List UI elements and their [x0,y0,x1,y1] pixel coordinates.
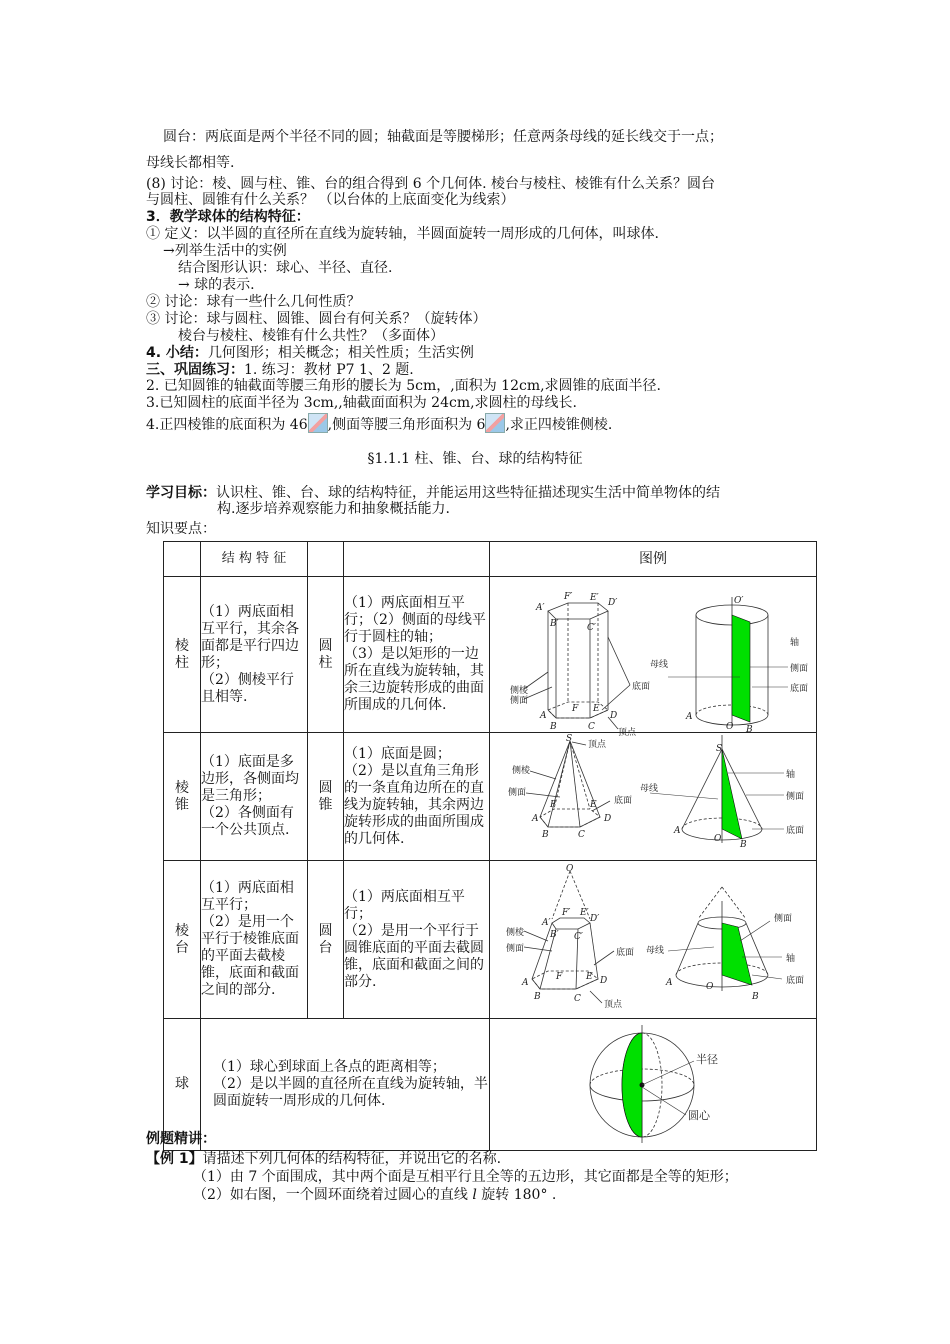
example-tag: 【例 1】 [146,1151,203,1167]
row-name-2: 圆台 [308,861,344,1019]
exercise-4-part-c: ,求正四棱锥侧棱. [505,417,613,433]
label: A [674,826,681,836]
label: A [686,712,693,722]
label: B [550,722,557,732]
label: O [566,864,574,874]
header-structure: 结 构 特 征 [201,542,308,577]
label: D′ [608,598,618,608]
prism-cylinder-figure [490,577,817,738]
label: S [566,734,573,744]
row-desc-2: （1）两底面相互平行； （2）是用一个平行于圆锥底面的平面去截圆锥，底面和截面之间的部分. [344,861,490,1019]
question-3: ③ 讨论：球与圆柱、圆锥、圆台有何关系？（旋转体） [146,311,487,327]
label: C [588,722,595,732]
goal-line2: 构.逐步培养观察能力和抽象概括能力. [217,501,450,517]
frustum-figure [490,861,817,1013]
label: E [586,972,593,982]
arrow-item-3: → 球的表示. [178,277,255,293]
label: D [600,976,608,986]
figure-cell [490,733,817,861]
arrow-item-1: →列举生活中的实例 [163,243,287,259]
row-desc: （1）两底面相互平行，其余各面都是平行四边形； （2）侧棱平行且相等. [201,577,308,733]
label: 底面 [790,684,809,694]
label: 侧面 [790,664,809,674]
row-name: 棱锥 [164,733,201,861]
pyramid-cone-figure [490,733,817,855]
practice-body: 1. 练习：教材 P7 1、2 题. [244,362,414,378]
label: S [716,744,723,754]
label: B [746,725,753,735]
question-2: ② 讨论：球有一些什么几何性质？ [146,294,361,310]
label: 半径 [696,1053,718,1066]
label: 母线 [640,784,659,794]
table-row [164,577,817,733]
row-desc-2: （1）底面是圆； （2）是以直角三角形的一条直角边所在的直线为旋转轴，其余两边旋转形成的曲面所围成的几何体. [344,733,490,861]
arrow-item-2: 结合图形认识：球心、半径、直径. [178,260,393,276]
label: F [550,800,557,810]
example-1-item-2-a: （2）如右图，一个圆环面绕着过圆心的直线 [193,1187,473,1203]
label: E′ [590,593,599,603]
label: O [706,982,714,992]
label: O′ [734,596,744,606]
row-name: 球 [164,1019,201,1151]
label: C′ [574,932,583,942]
label: 轴 [790,638,800,648]
sphere-definition: ① 定义：以半圆的直径所在直线为旋转轴，半圆面旋转一周形成的几何体，叫球体. [146,226,659,242]
label: 侧棱 [510,686,529,696]
exercise-2: 2. 已知圆锥的轴截面等腰三角形的腰长为 5cm，,面积为 12cm,求圆锥的底面半径. [146,378,662,394]
label: 母线 [650,660,669,670]
table-row [164,861,817,1019]
label: D [604,814,612,824]
table-header-row [164,542,817,577]
label: F [572,704,579,714]
discuss8-line2: 与圆柱、圆锥有什么关系？ （以台体的上底面变化为线索） [146,192,515,208]
label: 侧面 [510,696,529,706]
section-title: §1.1.1 柱、锥、台、球的结构特征 [367,451,583,467]
label: F′ [564,592,573,602]
sec4-body: 几何图形；相关概念；相关性质；生活实例 [207,345,474,361]
row-name: 棱台 [164,861,201,1019]
label: 底面 [786,826,805,836]
label: 底面 [632,682,651,692]
knowledge-table [163,541,817,1151]
exercise-4-part-b: ,侧面等腰三角形面积为 6 [327,417,486,433]
label: B [534,992,541,1002]
label: 顶点 [604,1000,623,1010]
row-desc: （1）球心到球面上各点的距离相等； （2）是以半圆的直径所在直线为旋转轴，半圆面旋转一周形成的几何体. [201,1019,490,1151]
label: D [610,711,618,721]
table-row [164,1019,817,1151]
sec4-title: 4. 小结： [146,345,208,361]
label: 圆心 [688,1109,710,1122]
sec3-title: 3．教学球体的结构特征： [146,209,310,225]
examples-title: 例题精讲： [146,1131,216,1147]
example-1-text: 请描述下列几何体的结构特征，并说出它的名称. [202,1151,502,1167]
figure-cell [490,1019,817,1151]
example-1-item-1: （1）由 7 个面围成，其中两个面是互相平行且全等的五边形，其它面都是全等的矩形； [193,1169,738,1185]
goal-label: 学习目标： [146,485,216,501]
row-name-2: 圆锥 [308,733,344,861]
label: 侧面 [786,792,805,802]
label: 母线 [646,946,665,956]
row-desc: （1）两底面相互平行； （2）是用一个平行于棱锥底面的平面去截棱锥，底面和截面之间的部分. [201,861,308,1019]
header-empty [164,542,201,577]
exercise-3: 3.已知圆柱的底面半径为 3cm,,轴截面面积为 24cm,求圆柱的母线长. [146,395,578,411]
knowledge-label: 知识要点： [146,521,216,537]
row-name: 棱柱 [164,577,201,733]
label: 侧棱 [512,766,531,776]
label: C [578,830,585,840]
label: 轴 [786,954,796,964]
broken-image-icon [308,413,328,433]
label: 顶点 [618,728,637,738]
label: E′ [580,908,589,918]
practice-title: 三、巩固练习： [146,362,244,378]
example-1-item-2-b: 旋转 180° . [476,1187,557,1203]
label: D′ [590,914,600,924]
row-desc-2: （1）两底面相互平行；（2）侧面的母线平行于圆柱的轴； （3）是以矩形的一边所在直线为旋转轴，其余三边旋转形成的曲面所围成的几何体. [344,577,490,733]
label: O [714,834,722,844]
frustum-def-line1: 圆台：两底面是两个半径不同的圆；轴截面是等腰梯形；任意两条母线的延长线交于一点； [163,129,723,145]
label: A [540,711,547,721]
header-empty [344,542,490,577]
label: E [590,800,597,810]
label: 侧面 [508,788,527,798]
label: 轴 [786,770,796,780]
label: B [542,830,549,840]
discuss8-line1: (8) 讨论：棱、圆与柱、锥、台的组合得到 6 个几何体. 棱台与棱柱、棱锥有什么关系？圆台 [146,176,715,192]
label: 底面 [614,796,633,806]
table-row [164,733,817,861]
frustum-def-line2: 母线长都相等. [146,155,235,171]
label: 侧面 [506,944,525,954]
label: A [532,814,539,824]
header-empty [308,542,344,577]
row-name-2: 圆柱 [308,577,344,733]
learning-goal [146,485,720,502]
practice-line [146,362,414,379]
label: F′ [562,908,571,918]
broken-image-icon [485,413,505,433]
label: 顶点 [588,740,607,750]
label: A′ [542,918,551,928]
example-1-question [146,1151,501,1168]
goal-line1: 认识柱、锥、台、球的结构特征，并能运用这些特征描述现实生活中简单物体的结 [216,485,720,501]
question-3b: 棱台与棱柱、棱锥有什么共性？（多面体） [178,328,444,344]
label: C [574,994,581,1004]
row-desc: （1）底面是多边形，各侧面均是三角形； （2）各侧面有一个公共顶点. [201,733,308,861]
figure-cell [490,861,817,1019]
header-figure: 图例 [490,542,817,577]
label: 侧棱 [506,928,525,938]
label: 底面 [786,976,805,986]
label: B [752,992,759,1002]
label: 底面 [616,948,635,958]
label: 侧面 [774,914,793,924]
label: O [726,722,734,732]
label: F [556,972,563,982]
exercise-4 [146,413,612,434]
label: C′ [587,623,596,633]
line-l: l [472,1187,477,1203]
label: A [522,978,529,988]
label: E [593,704,600,714]
label: A′ [536,603,545,613]
figure-cell [490,577,817,738]
label: B′ [550,619,559,629]
label: B [740,840,747,850]
label: B′ [550,930,559,940]
summary-line [146,345,474,362]
example-1-item-2 [193,1187,556,1204]
label: A [666,978,673,988]
sphere-figure [490,1019,817,1145]
exercise-4-part-a: 4.正四棱锥的底面积为 46 [146,417,308,433]
